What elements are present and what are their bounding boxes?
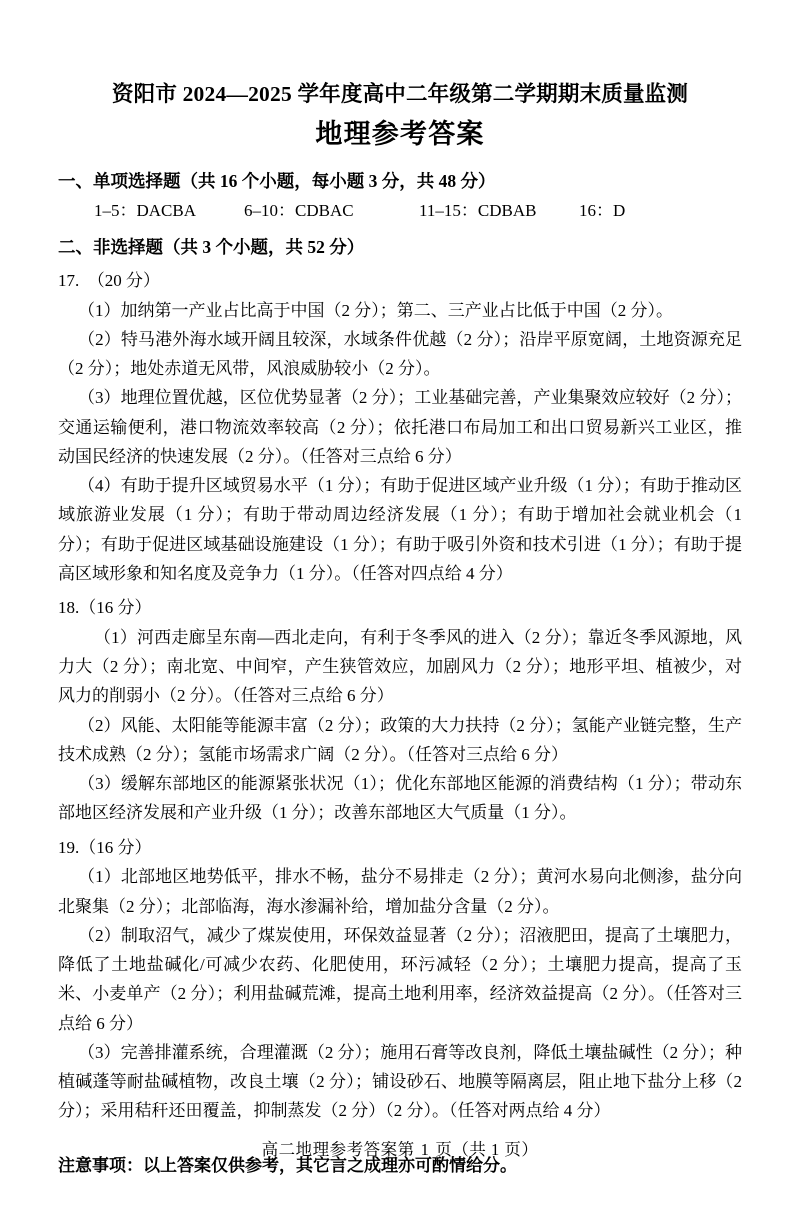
question-18-part-1: （1）河西走廊呈东南—西北走向，有利于冬季风的进入（2 分）；靠近冬季风源地，风力大（2 分）；南北宽、中间窄，产生狭管效应，加剧风力（2 分）；地形平坦、植被少，对风力的削弱小（2 分）。（任答对三点给 6 分） — [58, 627, 742, 706]
question-17-part-1: （1）加纳第一产业占比高于中国（2 分）；第二、三产业占比低于中国（2 分）。 — [78, 300, 673, 320]
page-title: 资阳市 2024—2025 学年度高中二年级第二学期期末质量监测 — [111, 82, 689, 106]
choice-answer-1: 1–5：DACBA — [94, 200, 197, 220]
question-number-18: 18.（16 分） — [58, 597, 152, 617]
choice-answer-4: 16：D — [579, 200, 626, 220]
footer-left-text: 高二地理参考答案第 — [261, 1140, 415, 1159]
question-19-part-3: （3）完善排灌系统，合理灌溉（2 分）；施用石膏等改良剂，降低土壤盐碱性（2 分）；种植碱蓬等耐盐碱植物，改良土壤（2 分）；铺设砂石、地膜等隔离层，阻止地下盐分上移（2 分）；采用秸秆还田覆盖，抑制蒸发（2 分）（2 分）。（任答对两点给 4 分） — [58, 1042, 742, 1121]
question-number-19: 19.（16 分） — [58, 837, 152, 857]
choice-answer-3: 11–15：CDBAB — [419, 200, 537, 220]
question-number-17: 17. （20 分） — [58, 270, 160, 290]
page-subtitle: 地理参考答案 — [315, 119, 485, 150]
question-18-part-3: （3）缓解东部地区的能源紧张状况（1）；优化东部地区能源的消费结构（1 分）；带动东部地区经济发展和产业升级（1 分）；改善东部地区大气质量（1 分）。 — [58, 774, 742, 823]
section-heading-choice: 一、单项选择题（共 16 个小题，每小题 3 分，共 48 分） — [58, 170, 496, 191]
section-heading-nonchoice: 二、非选择题（共 3 个小题，共 52 分） — [58, 236, 365, 257]
choice-answer-2: 6–10：CDBAC — [244, 200, 354, 220]
footer-page-number: 1 — [420, 1140, 430, 1159]
question-17-part-2: （2）特马港外海水域开阔且较深，水域条件优越（2 分）；沿岸平原宽阔，土地资源充足（2 分）；地处赤道无风带，风浪威胁较小（2 分）。 — [58, 329, 742, 379]
choice-answer-row — [58, 197, 742, 225]
footer-right-text: 页（共 1 页） — [435, 1140, 539, 1159]
page-footer — [0, 1136, 800, 1160]
question-19-part-2: （2）制取沼气，减少了煤炭使用，环保效益显著（2 分）；沼液肥田，提高了土壤肥力，降低了土地盐碱化/可减少农药、化肥使用，环污减轻（2 分）；土壤肥力提高，提高了玉米、小麦单产（2 分）；利用盐碱荒滩，提高土地利用率，经济效益提高（2 分）。（任答对三点给 6 分） — [58, 925, 742, 1033]
question-18-part-2: （2）风能、太阳能等能源丰富（2 分）；政策的大力扶持（2 分）；氢能产业链完整，生产技术成熟（2 分）；氢能市场需求广阔（2 分）。（任答对三点给 6 分） — [58, 715, 742, 764]
question-17-part-3: （3）地理位置优越，区位优势显著（2 分）；工业基础完善，产业集聚效应较好（2 分）；交通运输便利，港口物流效率较高（2 分）；依托港口布局加工和出口贸易新兴工业区，推动国民经济的快速发展（2 分）。（任答对三点给 6 分） — [58, 388, 742, 466]
notice-text: 注意事项：以上答案仅供参考，其它言之成理亦可酌情给分。 — [58, 1155, 517, 1175]
question-19-part-1: （1）北部地区地势低平，排水不畅，盐分不易排走（2 分）；黄河水易向北侧渗，盐分向北聚集（2 分）；北部临海，海水渗漏补给，增加盐分含量（2 分）。 — [58, 867, 742, 916]
question-17-part-4: （4）有助于提升区域贸易水平（1 分）；有助于促进区域产业升级（1 分）；有助于推动区域旅游业发展（1 分）；有助于带动周边经济发展（1 分）；有助于增加社会就业机会（1 分）；有助于促进区域基础设施建设（1 分）；有助于吸引外资和技术引进（1 分）；有助于提高区域形象和知名度及竞争力（1 分）。（任答对四点给 4 分） — [58, 476, 742, 583]
